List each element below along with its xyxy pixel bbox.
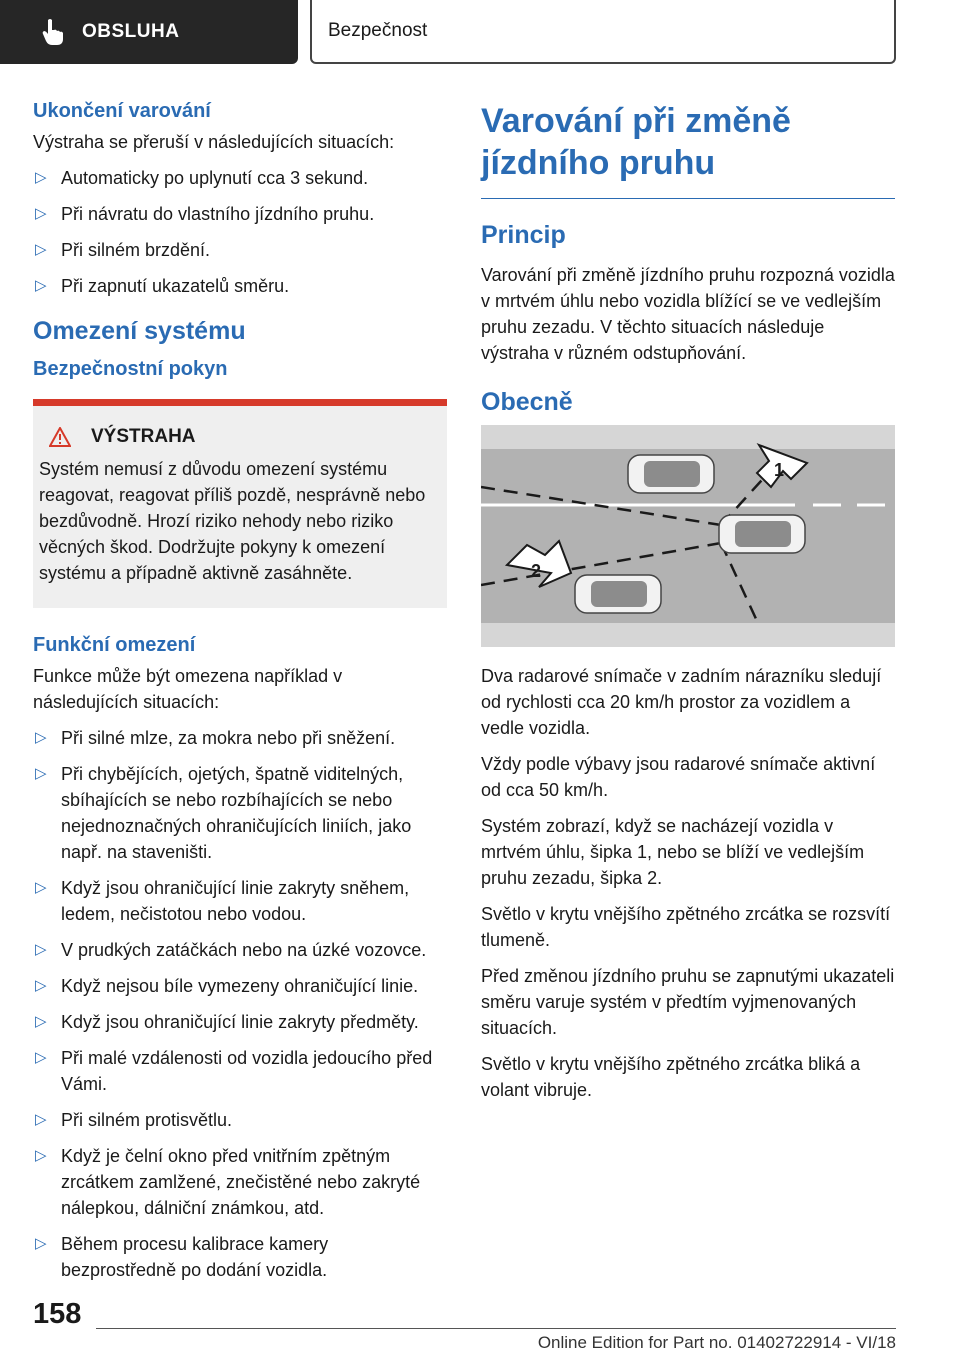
svg-text:1: 1 xyxy=(774,460,785,480)
title-divider xyxy=(481,198,895,199)
section-header xyxy=(310,0,896,64)
paragraph-s1-intro: Výstraha se přeruší v následujících situacích: xyxy=(33,132,395,152)
chapter-tab[interactable] xyxy=(0,0,298,64)
triangle-bullet-icon: ▷ xyxy=(35,1049,47,1066)
warning-triangle-icon xyxy=(49,427,71,447)
heading-obecne: Obecně xyxy=(481,388,573,416)
triangle-bullet-icon: ▷ xyxy=(35,205,47,222)
svg-text:2: 2 xyxy=(531,561,542,581)
list-item: ▷ Když jsou ohraničující linie zakryty předměty. xyxy=(33,1009,447,1035)
heading-bezpecnostni-pokyn: Bezpečnostní pokyn xyxy=(33,358,228,380)
left-column xyxy=(33,100,447,1293)
list-item: ▷ Při malé vzdálenosti od vozidla jedoucího před Vámi. xyxy=(33,1045,447,1097)
list-item: ▷ Automaticky po uplynutí cca 3 sekund. xyxy=(33,165,447,191)
page-number: 158 xyxy=(33,1298,82,1330)
section-label: Bezpečnost xyxy=(328,20,428,41)
triangle-bullet-icon: ▷ xyxy=(35,169,47,186)
heading-omezeni-systemu: Omezení systému xyxy=(33,317,246,345)
triangle-bullet-icon: ▷ xyxy=(35,729,47,746)
triangle-bullet-icon: ▷ xyxy=(35,1235,47,1252)
chapter-label: OBSLUHA xyxy=(82,21,180,42)
footer-divider xyxy=(96,1328,896,1329)
paragraph-3: Systém zobrazí, když se nacházejí vozidla v mrtvém úhlu, šipka 1, nebo se blíží ve vedlejším pruhu zezadu, šipka 2. xyxy=(481,816,865,888)
warning-box xyxy=(33,399,447,608)
triangle-bullet-icon: ▷ xyxy=(35,241,47,258)
paragraph-s3-intro: Funkce může být omezena například v následujících situacích: xyxy=(33,666,343,712)
edition-note: Online Edition for Part no. 01402722914 - VI/18 xyxy=(537,1333,896,1352)
paragraph-1: Dva radarové snímače v zadním nárazníku sledují od rychlosti cca 20 km/h prostor za vozidlem a vedle vozidla. xyxy=(481,666,882,738)
triangle-bullet-icon: ▷ xyxy=(35,765,47,782)
heading-ukonceni: Ukončení varování xyxy=(33,100,211,122)
list-item: ▷ Při chybějících, ojetých, špatně viditelných, sbíhajících se nebo rozbíhajících se nebo nejednoznačných ohraničujících liniích, jako např. na staveništi. xyxy=(33,761,447,865)
car-approaching xyxy=(575,575,661,613)
car-blind-spot xyxy=(628,455,714,493)
list-item: ▷ Při silném brzdění. xyxy=(33,237,447,263)
list-item: ▷ Při návratu do vlastního jízdního pruhu. xyxy=(33,201,447,227)
right-column xyxy=(481,100,895,1113)
car-own xyxy=(719,515,805,553)
triangle-bullet-icon: ▷ xyxy=(35,1013,47,1030)
page-title: Varování při změně jízdního pruhu xyxy=(481,102,791,182)
triangle-bullet-icon: ▷ xyxy=(35,977,47,994)
list-s1 xyxy=(33,165,447,299)
list-item: ▷ Při zapnutí ukazatelů směru. xyxy=(33,273,447,299)
triangle-bullet-icon: ▷ xyxy=(35,277,47,294)
paragraph-principle: Varování při změně jízdního pruhu rozpozná vozidla v mrtvém úhlu nebo vozidla blížící se ve vedlejším pruhu zezadu. V těchto situacích následuje výstraha v různém odstupňování. xyxy=(481,265,895,363)
list-item: ▷ Při silné mlze, za mokra nebo při sněžení. xyxy=(33,725,447,751)
paragraph-2: Vždy podle výbavy jsou radarové snímače aktivní od cca 50 km/h. xyxy=(481,754,876,800)
paragraph-5: Před změnou jízdního pruhu se zapnutými ukazateli směru varuje systém v předtím vyjmenovaných situacích. xyxy=(481,966,895,1038)
hand-pointer-icon xyxy=(42,18,64,46)
list-item: ▷ V prudkých zatáčkách nebo na úzké vozovce. xyxy=(33,937,447,963)
list-s3 xyxy=(33,725,447,1283)
list-item: ▷ Během procesu kalibrace kamery bezprostředně po dodání vozidla. xyxy=(33,1231,447,1283)
triangle-bullet-icon: ▷ xyxy=(35,879,47,896)
list-item: ▷ Při silném protisvětlu. xyxy=(33,1107,447,1133)
heading-princip: Princip xyxy=(481,221,566,249)
list-item: ▷ Když je čelní okno před vnitřním zpětným zrcátkem zamlžené, znečistěné nebo zakryté nálepkou, dálniční známkou, atd. xyxy=(33,1143,447,1221)
paragraph-4: Světlo v krytu vnějšího zpětného zrcátka se rozsvítí tlumeně. xyxy=(481,904,891,950)
triangle-bullet-icon: ▷ xyxy=(35,941,47,958)
list-item: ▷ Když nejsou bíle vymezeny ohraničující linie. xyxy=(33,973,447,999)
warning-text: Systém nemusí z důvodu omezení systému reagovat, reagovat příliš pozdě, nesprávně nebo bezdůvodně. Hrozí riziko nehody nebo riziko věcných škod. Dodržujte pokyny k omezení systému a případně aktivně zasáhněte. xyxy=(39,459,426,583)
warning-title: VÝSTRAHA xyxy=(49,426,441,448)
triangle-bullet-icon: ▷ xyxy=(35,1111,47,1128)
lane-change-illustration xyxy=(481,425,895,647)
list-item: ▷ Když jsou ohraničující linie zakryty sněhem, ledem, nečistotou nebo vodou. xyxy=(33,875,447,927)
triangle-bullet-icon: ▷ xyxy=(35,1147,47,1164)
heading-funkcni-omezeni: Funkční omezení xyxy=(33,634,196,656)
paragraph-6: Světlo v krytu vnějšího zpětného zrcátka bliká a volant vibruje. xyxy=(481,1054,861,1100)
